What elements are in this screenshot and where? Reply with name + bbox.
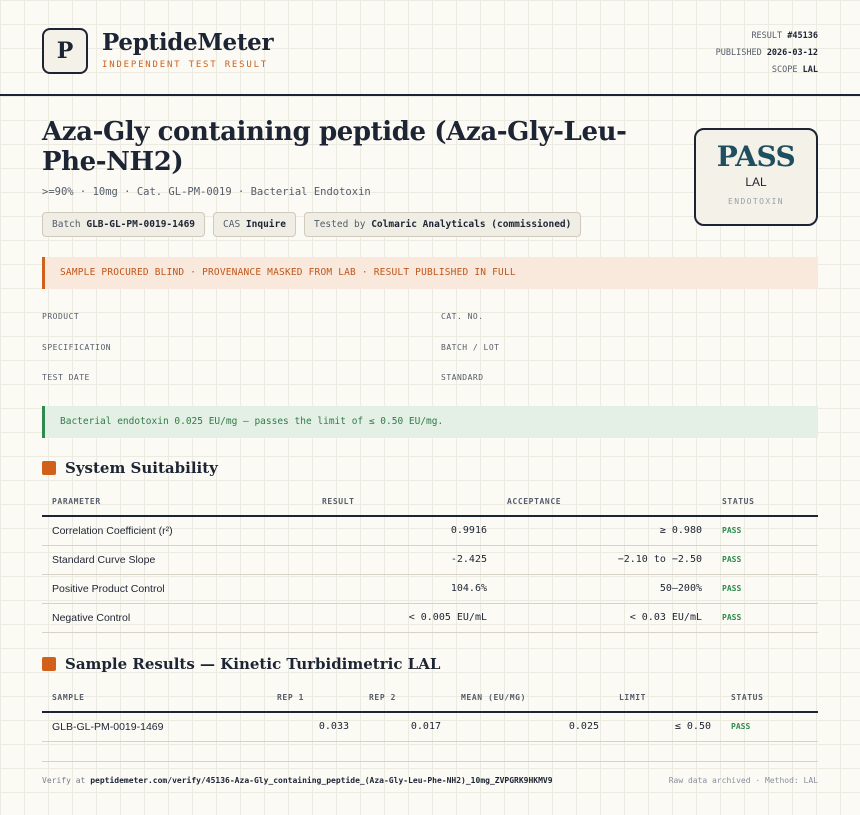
rep1-cell: 0.033 xyxy=(267,712,359,741)
verdict-card xyxy=(694,128,818,226)
spec-label: SPECIFICATION xyxy=(42,343,112,352)
published-label: PUBLISHED xyxy=(715,48,762,58)
result-cell: 104.6% xyxy=(312,574,497,603)
col-parameter: PARAMETER xyxy=(42,488,312,516)
header-bar xyxy=(0,0,860,96)
parameter-cell: Negative Control xyxy=(42,603,312,632)
verdict-result: PASS xyxy=(716,140,796,173)
brand-name: PeptideMeter xyxy=(102,29,274,56)
status-badge: PASS xyxy=(721,712,818,741)
archive-note: Raw data archived · Method: LAL xyxy=(668,776,818,785)
limit-cell: ≤ 0.50 xyxy=(609,712,721,741)
sample-id-cell: GLB-GL-PM-0019-1469 xyxy=(42,712,267,741)
result-cell: 0.9916 xyxy=(312,516,497,545)
table-row xyxy=(42,574,818,603)
result-number: #45136 xyxy=(787,31,818,41)
test-date-label: TEST DATE xyxy=(42,373,90,382)
table-row xyxy=(42,603,818,632)
col-status: STATUS xyxy=(712,488,818,516)
verify-label: Verify at xyxy=(42,776,86,785)
acceptance-cell: ≥ 0.980 xyxy=(497,516,712,545)
cas-chip-label: CAS xyxy=(223,219,241,230)
col-rep2: REP 2 xyxy=(359,684,451,712)
section-marker-icon xyxy=(42,461,56,475)
logo-letter: P xyxy=(56,38,74,64)
suitability-table xyxy=(42,488,818,633)
table-header-row xyxy=(42,684,818,712)
col-rep1: REP 1 xyxy=(267,684,359,712)
acceptance-cell: < 0.03 EU/mL xyxy=(497,603,712,632)
acceptance-cell: −2.10 to −2.50 xyxy=(497,545,712,574)
chip-row xyxy=(42,212,581,237)
verify-text xyxy=(42,776,553,785)
result-banner: Bacterial endotoxin 0.025 EU/mg — passes the limit of ≤ 0.50 EU/mg. xyxy=(42,406,818,438)
col-result: RESULT xyxy=(312,488,497,516)
product-subtitle: >=90% · 10mg · Cat. GL-PM-0019 · Bacterial Endotoxin xyxy=(42,186,371,198)
col-sample: SAMPLE xyxy=(42,684,267,712)
rep2-cell: 0.017 xyxy=(359,712,451,741)
samples-title: Sample Results — Kinetic Turbidimetric LAL xyxy=(65,655,441,673)
status-badge: PASS xyxy=(712,574,818,603)
scope-label: SCOPE xyxy=(771,65,798,75)
suitability-section-title xyxy=(42,459,218,477)
published-date: 2026-03-12 xyxy=(766,48,818,58)
logo-mark xyxy=(42,28,88,74)
result-cell: -2.425 xyxy=(312,545,497,574)
scope-value: LAL xyxy=(802,65,818,75)
acceptance-cell: 50–200% xyxy=(497,574,712,603)
cas-chip-value: Inquire xyxy=(245,219,286,230)
suitability-title: System Suitability xyxy=(65,459,218,477)
batch-lot-label: BATCH / LOT xyxy=(441,343,500,352)
brand-tagline: INDEPENDENT TEST RESULT xyxy=(102,60,269,70)
table-row xyxy=(42,712,818,741)
tested-by-value: Colmaric Analyticals (commissioned) xyxy=(371,219,572,230)
mean-cell: 0.025 xyxy=(451,712,609,741)
samples-table xyxy=(42,684,818,742)
product-label: PRODUCT xyxy=(42,312,80,321)
batch-chip-label: Batch xyxy=(52,219,81,230)
verdict-method: LAL xyxy=(745,175,767,189)
standard-label: STANDARD xyxy=(441,373,484,382)
tested-by-label: Tested by xyxy=(313,219,366,230)
footer-divider xyxy=(42,761,818,762)
batch-chip-value: GLB-GL-PM-0019-1469 xyxy=(86,219,196,230)
result-meta xyxy=(716,28,818,79)
status-badge: PASS xyxy=(712,603,818,632)
parameter-cell: Correlation Coefficient (r²) xyxy=(42,516,312,545)
section-marker-icon xyxy=(42,657,56,671)
tested-by-chip xyxy=(304,212,581,237)
result-label: RESULT xyxy=(751,31,783,41)
procurement-notice: SAMPLE PROCURED BLIND · PROVENANCE MASKED FROM LAB · RESULT PUBLISHED IN FULL xyxy=(42,257,818,289)
col-limit: LIMIT xyxy=(609,684,721,712)
cas-chip xyxy=(213,212,296,237)
parameter-cell: Positive Product Control xyxy=(42,574,312,603)
table-row xyxy=(42,545,818,574)
col-acceptance: ACCEPTANCE xyxy=(497,488,712,516)
batch-chip xyxy=(42,212,205,237)
result-cell: < 0.005 EU/mL xyxy=(312,603,497,632)
verdict-category: ENDOTOXIN xyxy=(728,197,784,206)
table-header-row xyxy=(42,488,818,516)
samples-section-title xyxy=(42,655,440,673)
cat-label: CAT. NO. xyxy=(441,312,484,321)
status-badge: PASS xyxy=(712,545,818,574)
status-badge: PASS xyxy=(712,516,818,545)
table-row xyxy=(42,516,818,545)
parameter-cell: Standard Curve Slope xyxy=(42,545,312,574)
verify-link[interactable]: peptidemeter.com/verify/45136-Aza-Gly_containing_peptide_(Aza-Gly-Leu-Phe-NH2)_10mg_ZVPGRK9HKMV9 xyxy=(90,776,553,785)
col-sample-status: STATUS xyxy=(721,684,818,712)
product-title: Aza-Gly containing peptide (Aza-Gly-Leu-Phe-NH2) xyxy=(42,117,627,177)
col-mean: MEAN (EU/MG) xyxy=(451,684,609,712)
